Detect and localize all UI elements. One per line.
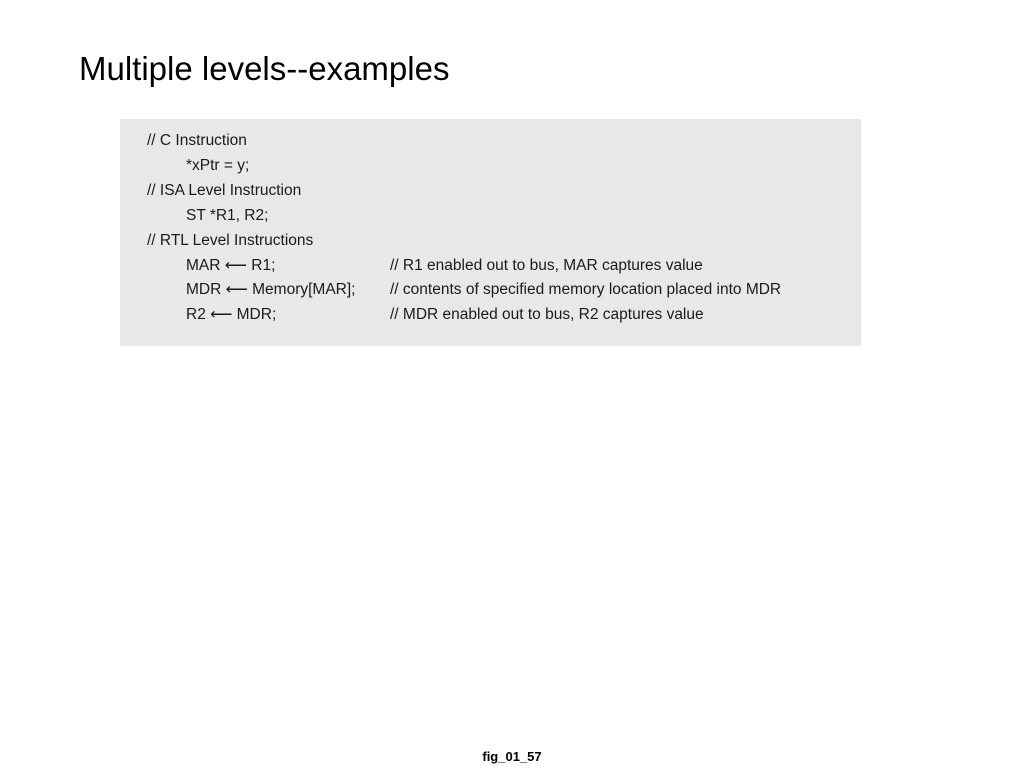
rtl-instruction-comment: // R1 enabled out to bus, MAR captures value xyxy=(390,257,703,274)
rtl-instruction: MDR ⟵ Memory[MAR]; xyxy=(186,281,356,298)
c-instruction: *xPtr = y; xyxy=(186,157,250,174)
code-panel xyxy=(120,119,861,346)
c-instruction-comment: // C Instruction xyxy=(147,132,247,149)
figure-caption: fig_01_57 xyxy=(482,749,542,764)
rtl-instruction-comment: // MDR enabled out to bus, R2 captures value xyxy=(390,306,704,323)
rtl-instruction-comment: // contents of specified memory location placed into MDR xyxy=(390,281,782,298)
isa-instruction: ST *R1, R2; xyxy=(186,207,269,224)
slide-title: Multiple levels--examples xyxy=(79,50,450,87)
rtl-instruction: R2 ⟵ MDR; xyxy=(186,306,277,323)
rtl-instruction: MAR ⟵ R1; xyxy=(186,257,276,274)
isa-instruction-comment: // ISA Level Instruction xyxy=(147,182,302,199)
rtl-instructions-comment: // RTL Level Instructions xyxy=(147,232,314,249)
